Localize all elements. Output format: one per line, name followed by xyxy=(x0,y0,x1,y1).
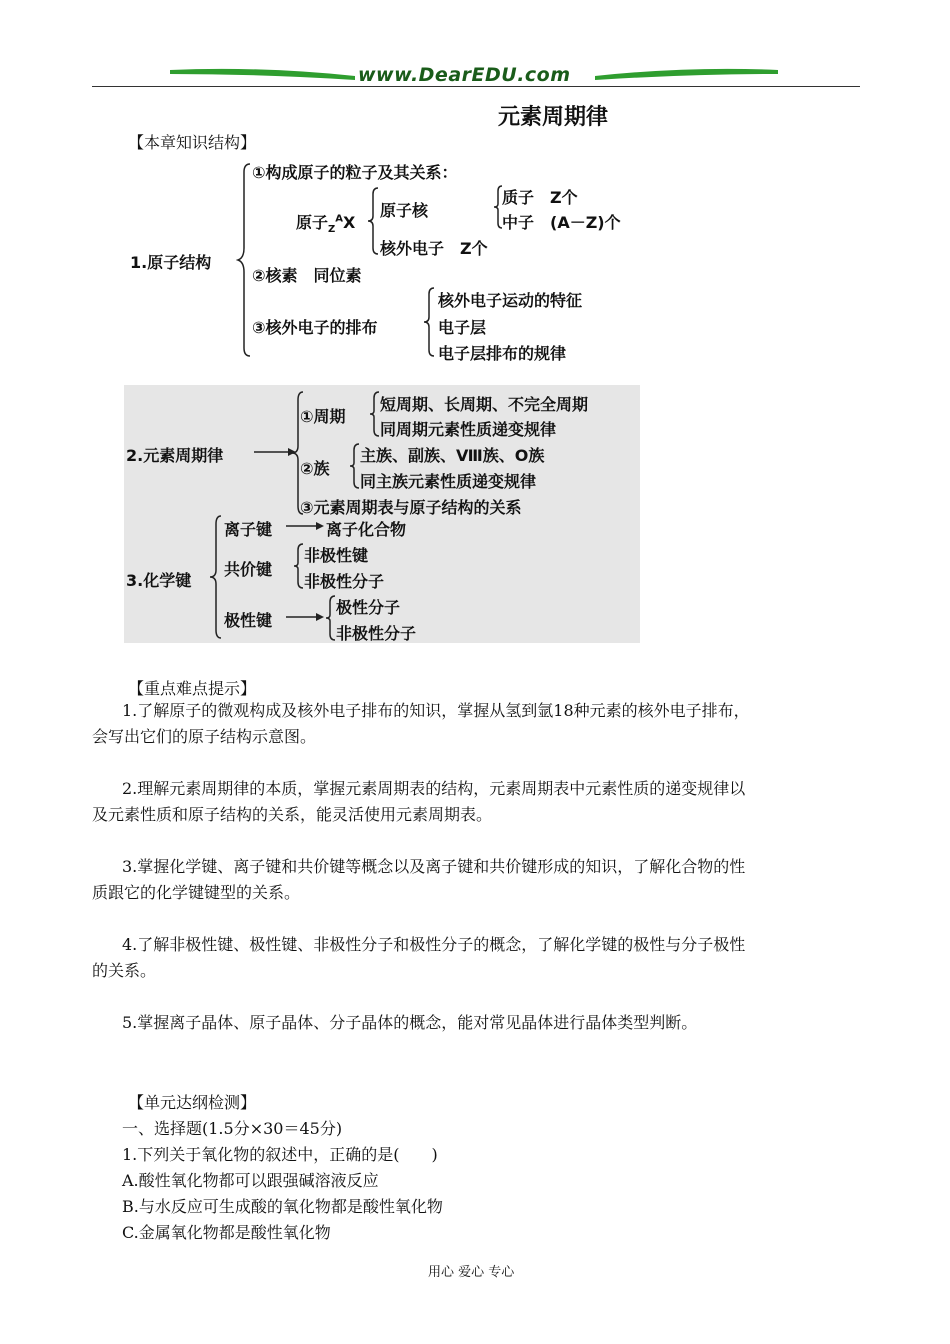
d2-group: ②族 xyxy=(300,459,330,478)
atom-sup: A xyxy=(335,213,344,225)
header-rule xyxy=(92,86,860,87)
d2-g2: 同主族元素性质递变规律 xyxy=(360,472,537,491)
d1-e3: 电子层排布的规律 xyxy=(438,344,567,363)
atom-x: X xyxy=(343,213,356,232)
d1-e1: 核外电子运动的特征 xyxy=(438,291,583,310)
d3-ionic-result: 离子化合物 xyxy=(326,520,407,539)
d1-neutron: 中子 (A－Z)个 xyxy=(502,213,621,232)
d3-root: 3.化学键 xyxy=(126,571,192,590)
d1-atom xyxy=(296,210,355,235)
d3-polar-arrow xyxy=(286,611,326,623)
d1-root: 1.原子结构 xyxy=(130,253,212,272)
keypoint-5: 5.掌握离子晶体、原子晶体、分子晶体的概念，能对常见晶体进行晶体类型判断。 xyxy=(122,1013,698,1032)
d3-nonpolar-mol: 非极性分子 xyxy=(304,572,385,591)
keypoint-1a: 1.了解原子的微观构成及核外电子排布的知识，掌握从氢到氩18种元素的核外电子排布， xyxy=(122,701,750,720)
option-b: B.与水反应可生成酸的氧化物都是酸性氧化物 xyxy=(122,1197,443,1216)
d3-covalent: 共价键 xyxy=(224,560,273,579)
d2-p2: 同周期元素性质递变规律 xyxy=(380,420,557,439)
d2-rel: ③元素周期表与原子结构的关系 xyxy=(300,498,522,517)
d3-nonpolar-bond: 非极性键 xyxy=(304,546,369,565)
d1-e-brace xyxy=(422,286,438,358)
d3-polar-mol: 极性分子 xyxy=(336,598,401,617)
d2-g1: 主族、副族、Ⅷ族、O族 xyxy=(360,446,545,465)
d3-nonpolar-mol2: 非极性分子 xyxy=(336,624,417,643)
site-logo: www.DearEDU.com xyxy=(358,64,571,86)
d2-p1: 短周期、长周期、不完全周期 xyxy=(380,395,589,414)
d3-polar-bond: 极性键 xyxy=(224,611,273,630)
d1-nucleus: 原子核 xyxy=(380,201,429,220)
section-heading-test: 【单元达纲检测】 xyxy=(128,1093,257,1112)
keypoint-2b: 及元素性质和原子结构的关系，能灵活使用元素周期表。 xyxy=(92,805,493,824)
d3-brace xyxy=(208,514,224,640)
keypoint-2a: 2.理解元素周期律的本质，掌握元素周期表的结构，元素周期表中元素性质的递变规律以 xyxy=(122,779,746,798)
d1-b1: ①构成原子的粒子及其关系： xyxy=(252,163,458,182)
page-footer: 用心 爱心 专心 xyxy=(428,1265,515,1280)
d1-proton: 质子 Z个 xyxy=(502,188,578,207)
atom-sub: Z xyxy=(328,224,336,236)
section-heading-structure: 【本章知识结构】 xyxy=(128,133,257,152)
page-title: 元素周期律 xyxy=(498,105,609,130)
keypoint-3b: 质跟它的化学键键型的关系。 xyxy=(92,883,301,902)
test-part-1: 一、选择题(1.5分×30＝45分) xyxy=(122,1119,343,1138)
d3-ionic: 离子键 xyxy=(224,520,273,539)
atom-label: 原子 xyxy=(296,213,329,232)
keypoint-1b: 会写出它们的原子结构示意图。 xyxy=(92,727,317,746)
keypoint-4a: 4.了解非极性键、极性键、非极性分子和极性分子的概念，了解化学键的极性与分子极性 xyxy=(122,935,746,954)
keypoint-4b: 的关系。 xyxy=(92,961,157,980)
option-c: C.金属氧化物都是酸性氧化物 xyxy=(122,1223,331,1242)
option-a: A.酸性氧化物都可以跟强碱溶液反应 xyxy=(122,1171,379,1190)
section-heading-keypoints: 【重点难点提示】 xyxy=(128,679,257,698)
d1-b3: ③核外电子的排布 xyxy=(252,318,378,337)
d3-ionic-arrow xyxy=(286,520,326,532)
d2-root: 2.元素周期律 xyxy=(126,446,224,465)
d1-e2: 电子层 xyxy=(438,318,487,337)
d1-b2: ②核素 同位素 xyxy=(252,266,362,285)
keypoint-3a: 3.掌握化学键、离子键和共价键等概念以及离子键和共价键形成的知识，了解化合物的性 xyxy=(122,857,746,876)
question-1: 1.下列关于氧化物的叙述中，正确的是( ) xyxy=(122,1145,438,1164)
d1-electron: 核外电子 Z个 xyxy=(380,239,488,258)
d2-period: ①周期 xyxy=(300,407,346,426)
